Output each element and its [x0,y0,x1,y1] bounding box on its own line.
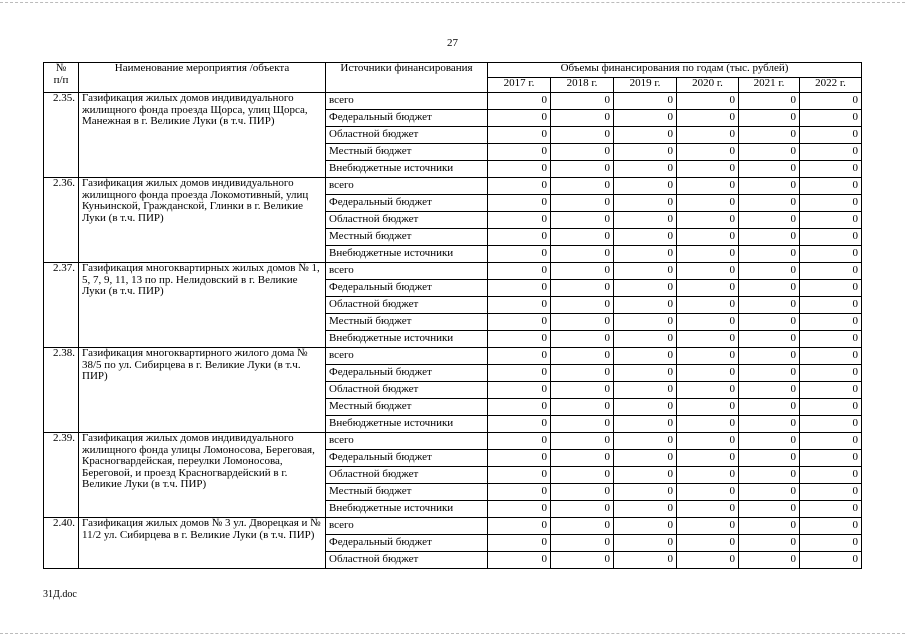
funding-source: Областной бюджет [326,127,488,144]
funding-value: 0 [551,314,614,331]
funding-value: 0 [800,195,862,212]
funding-value: 0 [488,518,551,535]
funding-value: 0 [800,450,862,467]
funding-value: 0 [677,399,739,416]
item-name: Газификация жилых домов № 3 ул. Дворецкая и № 11/2 ул. Сибирцева в г. Великие Луки (в т.ч. ПИР) [79,518,326,569]
scan-edge-top [0,2,905,3]
funding-source: Областной бюджет [326,382,488,399]
funding-value: 0 [800,178,862,195]
funding-source: всего [326,348,488,365]
funding-value: 0 [614,144,677,161]
funding-value: 0 [800,484,862,501]
funding-value: 0 [488,382,551,399]
funding-value: 0 [488,416,551,433]
funding-value: 0 [614,518,677,535]
funding-value: 0 [488,280,551,297]
funding-value: 0 [800,280,862,297]
funding-value: 0 [614,297,677,314]
funding-value: 0 [614,93,677,110]
funding-value: 0 [739,195,800,212]
item-number: 2.37. [44,263,79,348]
funding-value: 0 [739,331,800,348]
funding-value: 0 [614,314,677,331]
header-year: 2022 г. [800,78,862,93]
funding-source: Федеральный бюджет [326,280,488,297]
funding-value: 0 [739,552,800,569]
funding-value: 0 [677,178,739,195]
funding-value: 0 [739,314,800,331]
funding-value: 0 [739,399,800,416]
funding-value: 0 [551,246,614,263]
funding-value: 0 [614,246,677,263]
funding-value: 0 [614,110,677,127]
funding-source: Внебюджетные источники [326,161,488,178]
funding-value: 0 [739,365,800,382]
funding-value: 0 [677,110,739,127]
funding-value: 0 [614,348,677,365]
funding-value: 0 [677,348,739,365]
funding-value: 0 [739,280,800,297]
funding-value: 0 [677,365,739,382]
scan-edge-bottom [0,633,905,634]
funding-value: 0 [800,212,862,229]
funding-value: 0 [677,246,739,263]
funding-source: всего [326,433,488,450]
funding-value: 0 [551,416,614,433]
funding-value: 0 [739,467,800,484]
funding-value: 0 [551,467,614,484]
funding-value: 0 [614,450,677,467]
page-number: 27 [447,37,458,49]
funding-value: 0 [551,501,614,518]
funding-source: Местный бюджет [326,399,488,416]
funding-source: Областной бюджет [326,297,488,314]
header-year: 2017 г. [488,78,551,93]
funding-value: 0 [739,127,800,144]
header-year: 2019 г. [614,78,677,93]
funding-value: 0 [551,399,614,416]
funding-value: 0 [800,127,862,144]
funding-value: 0 [677,127,739,144]
funding-value: 0 [677,280,739,297]
funding-value: 0 [488,195,551,212]
funding-source: всего [326,93,488,110]
funding-value: 0 [551,365,614,382]
header-year: 2018 г. [551,78,614,93]
item-name: Газификация жилых домов индивидуального жилищного фонда проезда Локомотивный, улиц Куньинской, Гражданской, Глинки в г. Великие Луки (в т.ч. ПИР) [79,178,326,263]
funding-value: 0 [614,433,677,450]
funding-value: 0 [614,416,677,433]
funding-value: 0 [488,433,551,450]
funding-value: 0 [677,195,739,212]
table-row [44,433,862,450]
funding-value: 0 [800,246,862,263]
funding-value: 0 [677,467,739,484]
funding-value: 0 [677,433,739,450]
funding-value: 0 [614,535,677,552]
funding-value: 0 [739,416,800,433]
funding-source: Областной бюджет [326,552,488,569]
funding-value: 0 [800,467,862,484]
funding-source: Федеральный бюджет [326,195,488,212]
funding-value: 0 [488,263,551,280]
funding-value: 0 [614,484,677,501]
funding-source: Внебюджетные источники [326,501,488,518]
table-row [44,178,862,195]
funding-value: 0 [551,178,614,195]
funding-value: 0 [739,382,800,399]
funding-value: 0 [488,246,551,263]
funding-value: 0 [551,535,614,552]
funding-value: 0 [488,110,551,127]
funding-value: 0 [739,433,800,450]
item-number: 2.39. [44,433,79,518]
item-number: 2.36. [44,178,79,263]
funding-value: 0 [488,127,551,144]
funding-value: 0 [488,484,551,501]
funding-value: 0 [488,178,551,195]
funding-value: 0 [739,297,800,314]
funding-value: 0 [739,144,800,161]
funding-value: 0 [677,501,739,518]
funding-value: 0 [614,161,677,178]
funding-value: 0 [677,161,739,178]
funding-value: 0 [551,195,614,212]
funding-value: 0 [551,93,614,110]
funding-value: 0 [677,484,739,501]
funding-value: 0 [614,365,677,382]
funding-value: 0 [800,535,862,552]
funding-value: 0 [800,552,862,569]
funding-value: 0 [677,212,739,229]
funding-value: 0 [677,331,739,348]
item-name: Газификация многоквартирного жилого дома № 38/5 по ул. Сибирцева в г. Великие Луки (в т.ч. ПИР) [79,348,326,433]
funding-value: 0 [800,382,862,399]
funding-value: 0 [614,263,677,280]
funding-source: Областной бюджет [326,467,488,484]
funding-value: 0 [551,212,614,229]
funding-value: 0 [739,212,800,229]
funding-value: 0 [739,518,800,535]
funding-source: всего [326,518,488,535]
header-name: Наименование мероприятия /объекта [79,63,326,93]
funding-value: 0 [551,552,614,569]
funding-value: 0 [677,263,739,280]
funding-value: 0 [677,297,739,314]
funding-value: 0 [614,501,677,518]
funding-value: 0 [800,93,862,110]
funding-value: 0 [800,365,862,382]
header-volumes: Объемы финансирования по годам (тыс. рублей) [488,63,862,78]
funding-value: 0 [614,399,677,416]
funding-value: 0 [488,535,551,552]
funding-source: Федеральный бюджет [326,365,488,382]
funding-value: 0 [488,501,551,518]
funding-value: 0 [488,331,551,348]
funding-source: Федеральный бюджет [326,535,488,552]
funding-value: 0 [488,161,551,178]
funding-value: 0 [800,297,862,314]
funding-value: 0 [551,110,614,127]
funding-value: 0 [677,416,739,433]
funding-value: 0 [800,314,862,331]
funding-value: 0 [488,212,551,229]
funding-value: 0 [677,535,739,552]
funding-value: 0 [677,382,739,399]
funding-value: 0 [800,229,862,246]
funding-value: 0 [551,161,614,178]
funding-source: Федеральный бюджет [326,110,488,127]
funding-value: 0 [739,161,800,178]
funding-value: 0 [614,127,677,144]
funding-value: 0 [800,399,862,416]
funding-value: 0 [488,297,551,314]
funding-value: 0 [739,450,800,467]
item-name: Газификация жилых домов индивидуального жилищного фонда проезда Щорса, улиц Щорса, Манежная в г. Великие Луки (в т.ч. ПИР) [79,93,326,178]
funding-value: 0 [739,501,800,518]
funding-value: 0 [800,263,862,280]
funding-value: 0 [614,552,677,569]
funding-value: 0 [551,450,614,467]
item-number: 2.38. [44,348,79,433]
funding-value: 0 [800,144,862,161]
funding-value: 0 [739,110,800,127]
table-row [44,348,862,365]
funding-value: 0 [551,433,614,450]
header-year: 2020 г. [677,78,739,93]
funding-value: 0 [488,365,551,382]
funding-value: 0 [614,280,677,297]
table-row [44,263,862,280]
funding-value: 0 [800,433,862,450]
funding-value: 0 [800,161,862,178]
funding-value: 0 [551,518,614,535]
funding-value: 0 [614,331,677,348]
funding-source: Местный бюджет [326,229,488,246]
funding-source: Федеральный бюджет [326,450,488,467]
funding-value: 0 [800,110,862,127]
funding-source: Внебюджетные источники [326,331,488,348]
funding-value: 0 [551,144,614,161]
funding-value: 0 [739,348,800,365]
funding-source: Местный бюджет [326,314,488,331]
funding-source: всего [326,263,488,280]
funding-value: 0 [614,229,677,246]
funding-value: 0 [800,501,862,518]
funding-value: 0 [739,93,800,110]
funding-value: 0 [614,212,677,229]
funding-source: всего [326,178,488,195]
funding-value: 0 [551,484,614,501]
funding-value: 0 [488,467,551,484]
funding-source: Внебюджетные источники [326,416,488,433]
funding-value: 0 [551,348,614,365]
funding-value: 0 [551,127,614,144]
funding-value: 0 [677,314,739,331]
funding-value: 0 [800,518,862,535]
item-name: Газификация многоквартирных жилых домов № 1, 5, 7, 9, 11, 13 по пр. Нелидовский в г. Великие Луки (в т.ч. ПИР) [79,263,326,348]
funding-value: 0 [488,399,551,416]
funding-value: 0 [614,382,677,399]
funding-value: 0 [551,280,614,297]
funding-value: 0 [488,314,551,331]
table-body [44,93,862,569]
funding-source: Областной бюджет [326,212,488,229]
funding-value: 0 [739,229,800,246]
funding-value: 0 [739,263,800,280]
funding-source: Внебюджетные источники [326,246,488,263]
funding-value: 0 [551,229,614,246]
funding-value: 0 [800,348,862,365]
funding-source: Местный бюджет [326,484,488,501]
funding-value: 0 [800,331,862,348]
financing-table [43,62,862,569]
item-name: Газификация жилых домов индивидуального жилищного фонда улицы Ломоносова, Береговая, Красногвардейская, переулки Ломоносова, Береговой, и проезд Красногвардейский в г. Великие Луки (в т.ч. ПИР) [79,433,326,518]
funding-value: 0 [488,144,551,161]
table-row [44,518,862,535]
header-source: Источники финансирования [326,63,488,93]
footer-filename: 31Д.doc [43,589,77,600]
funding-value: 0 [800,416,862,433]
funding-value: 0 [488,93,551,110]
funding-value: 0 [488,348,551,365]
funding-value: 0 [551,382,614,399]
funding-value: 0 [677,518,739,535]
funding-value: 0 [677,552,739,569]
funding-value: 0 [551,297,614,314]
funding-source: Местный бюджет [326,144,488,161]
funding-value: 0 [614,178,677,195]
funding-value: 0 [488,229,551,246]
funding-value: 0 [677,450,739,467]
header-num: № п/п [44,63,79,93]
item-number: 2.40. [44,518,79,569]
funding-value: 0 [488,552,551,569]
funding-value: 0 [551,331,614,348]
item-number: 2.35. [44,93,79,178]
funding-value: 0 [677,229,739,246]
funding-value: 0 [614,195,677,212]
funding-value: 0 [739,178,800,195]
table-row [44,93,862,110]
funding-value: 0 [739,246,800,263]
header-year: 2021 г. [739,78,800,93]
funding-value: 0 [677,144,739,161]
funding-value: 0 [488,450,551,467]
funding-value: 0 [677,93,739,110]
funding-value: 0 [739,535,800,552]
funding-value: 0 [739,484,800,501]
funding-value: 0 [614,467,677,484]
funding-value: 0 [551,263,614,280]
